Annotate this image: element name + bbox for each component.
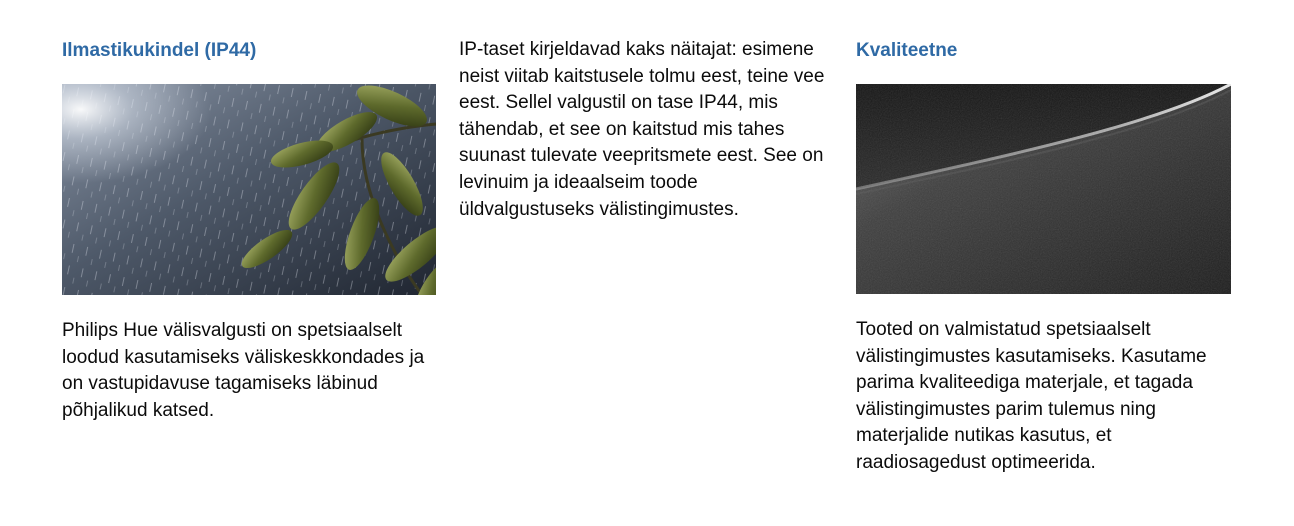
textured-metal-surface-photo: [856, 84, 1231, 294]
feature-description: Philips Hue välisvalgusti on spetsiaalselt loodud kasutamiseks väliskeskkondades ja on vastupidavuse tagamiseks läbinud põhjalikud katsed.: [62, 320, 425, 421]
feature-description: Tooted on valmistatud spetsiaalselt välistingimustes kasutamiseks. Kasutame parima kvaliteediga materjale, et tagada välistingimustes parim tulemus ning materjalide nutikas kasutus, et raadiosagedust optimeerida.: [856, 319, 1207, 473]
feature-title: Ilmastikukindel (IP44): [62, 40, 257, 61]
rain-on-leaves-photo: [62, 84, 436, 295]
feature-title: Kvaliteetne: [856, 40, 958, 61]
feature-description: IP-taset kirjeldavad kaks näitajat: esimene neist viitab kaitstusele tolmu eest, teine vee eest. Sellel valgustil on tase IP44, mis tähendab, et see on kaitstud mis tahes suunast tulevate veepritsmete eest. See on levinuim ja ideaalseim toode üldvalgustuseks välistingimustes.: [459, 39, 825, 220]
